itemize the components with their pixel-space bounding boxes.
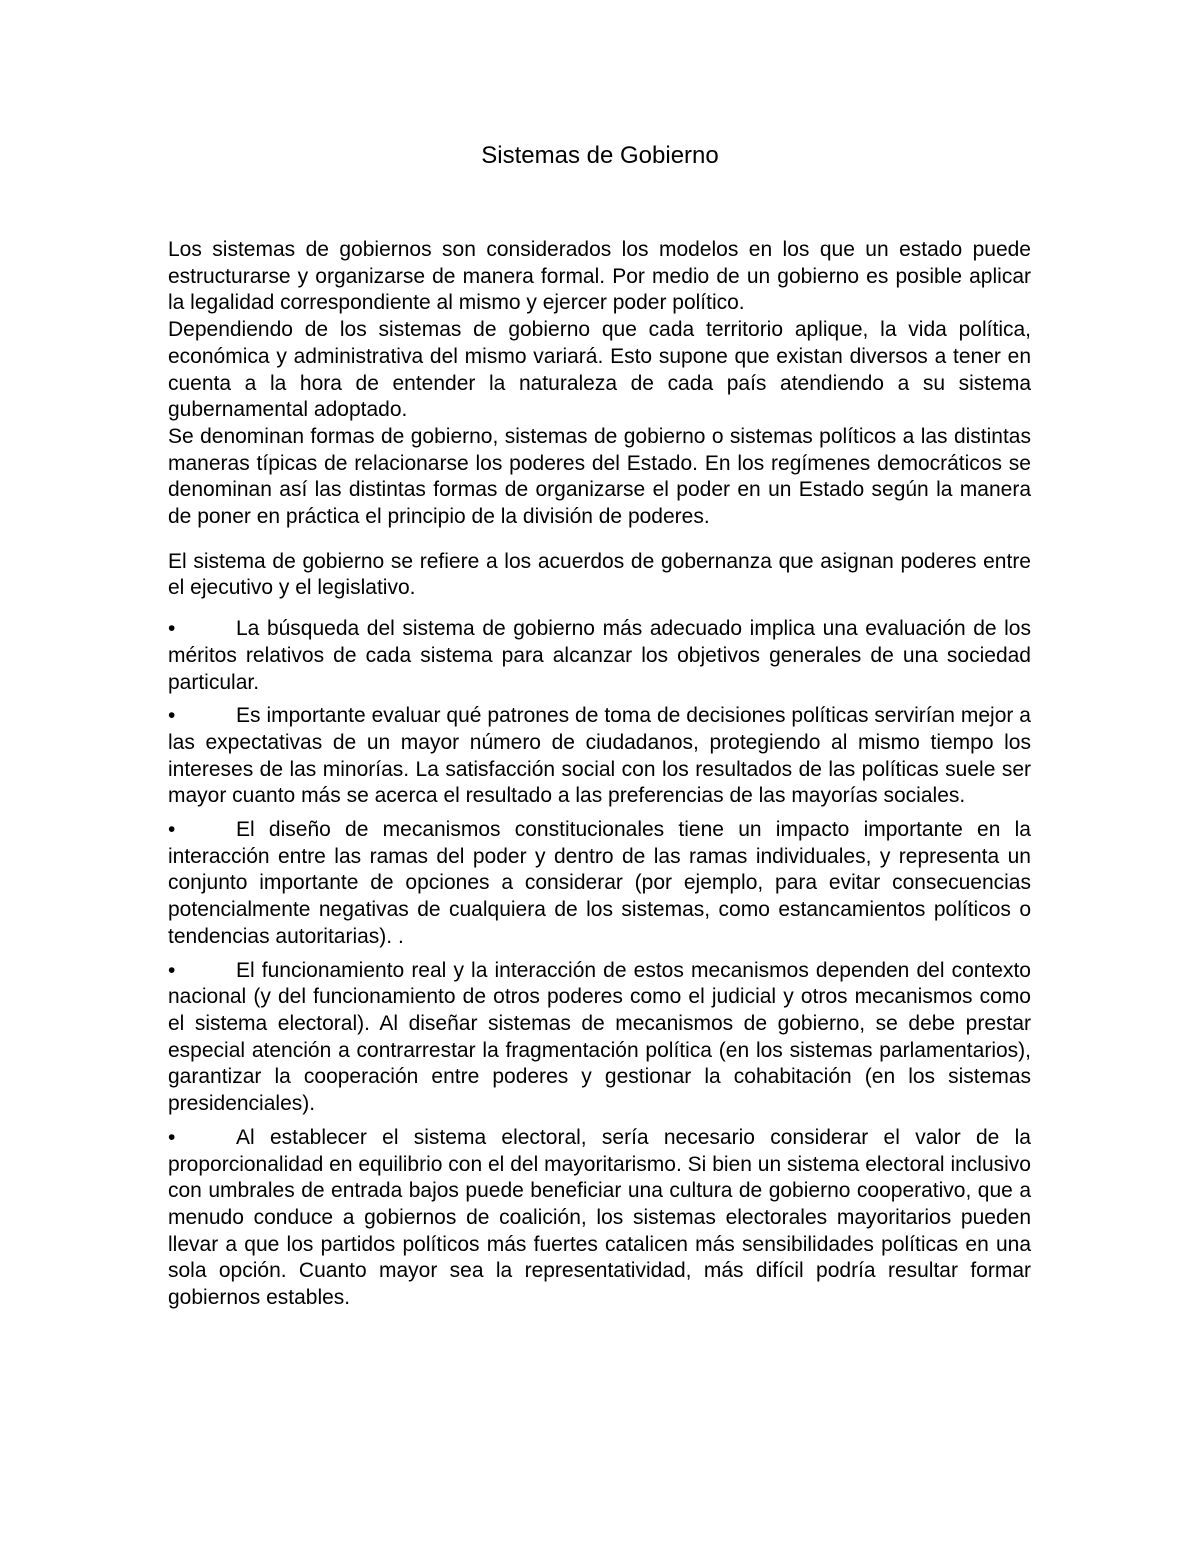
list-item-text: Al establecer el sistema electoral, sería necesario considerar el valor de la proporcionalidad en equilibrio con el del mayoritarismo. Si bien un sistema electoral inclusivo con umbrales de entrada bajos puede beneficiar una cultura de gobierno cooperativo, que a menudo conduce a gobiernos de coalición, los sistemas electorales mayoritarios pueden llevar a que los partidos políticos más fuertes catalicen más sensibilidades políticas en una sola opción. Cuanto mayor sea la representatividad, más difícil podría resultar formar gobiernos estables. bbox=[168, 1125, 1031, 1310]
bullet-icon: • bbox=[168, 1125, 176, 1149]
bullet-icon: • bbox=[168, 704, 176, 728]
bullet-icon: • bbox=[168, 818, 176, 842]
paragraph-sistema-de-gobierno: El sistema de gobierno se refiere a los acuerdos de gobernanza que asignan poderes entre el ejecutivo y el legislativo. bbox=[168, 549, 1031, 600]
list-item-text: El funcionamiento real y la interacción de estos mecanismos dependen del contexto nacional (y del funcionamiento de otros poderes como el judicial y otros mecanismos como el sistema electoral). Al diseñar sistemas de mecanismos de gobierno, se debe prestar especial atención a contrarrestar la fragmentación política (en los sistemas parlamentarios), garantizar la cooperación entre poderes y gestionar la cohabitación (en los sistemas presidenciales). bbox=[168, 958, 1031, 1116]
bullet-icon: • bbox=[168, 617, 176, 641]
list-item bbox=[168, 1125, 1031, 1312]
paragraph-intro: Los sistemas de gobiernos son considerados los modelos en los que un estado puede estructurarse y organizarse de manera formal. Por medio de un gobierno es posible aplicar la legalidad correspondiente al mismo y ejercer poder político. bbox=[168, 238, 1031, 315]
paragraph-formas-de-gobierno: Se denominan formas de gobierno, sistemas de gobierno o sistemas políticos a las distintas maneras típicas de relacionarse los poderes del Estado. En los regímenes democráticos se denominan así las distintas formas de organizarse el poder en un Estado según la manera de poner en práctica el principio de la división de poderes. bbox=[168, 424, 1031, 529]
list-item bbox=[168, 817, 1031, 951]
document-title: Sistemas de Gobierno bbox=[481, 142, 719, 169]
list-item bbox=[168, 703, 1031, 810]
list-item-text: La búsqueda del sistema de gobierno más adecuado implica una evaluación de los méritos relativos de cada sistema para alcanzar los objetivos generales de una sociedad particular. bbox=[168, 617, 1031, 694]
bullet-list bbox=[168, 616, 1031, 1312]
list-item-text: El diseño de mecanismos constitucionales tiene un impacto importante en la interacción entre las ramas del poder y dentro de las ramas individuales, y representa un conjunto importante de opciones a considerar (por ejemplo, para evitar consecuencias potencialmente negativas de cualquiera de los sistemas, como estancamientos políticos o tendencias autoritarias). . bbox=[168, 818, 1031, 948]
list-item-text: Es importante evaluar qué patrones de toma de decisiones políticas servirían mejor a las expectativas de un mayor número de ciudadanos, protegiendo al mismo tiempo los intereses de las minorías. La satisfacción social con los resultados de las políticas suele ser mayor cuanto más se acerca el resultado a las preferencias de las mayorías sociales. bbox=[168, 704, 1031, 808]
list-item bbox=[168, 616, 1031, 696]
bullet-icon: • bbox=[168, 958, 176, 982]
document-body bbox=[168, 237, 1031, 1319]
list-item bbox=[168, 958, 1031, 1118]
paragraph-dependiendo: Dependiendo de los sistemas de gobierno que cada territorio aplique, la vida política, económica y administrativa del mismo variará. Esto supone que existan diversos a tener en cuenta a la hora de entender la naturaleza de cada país atendiendo a su sistema gubernamental adoptado. bbox=[168, 318, 1031, 422]
